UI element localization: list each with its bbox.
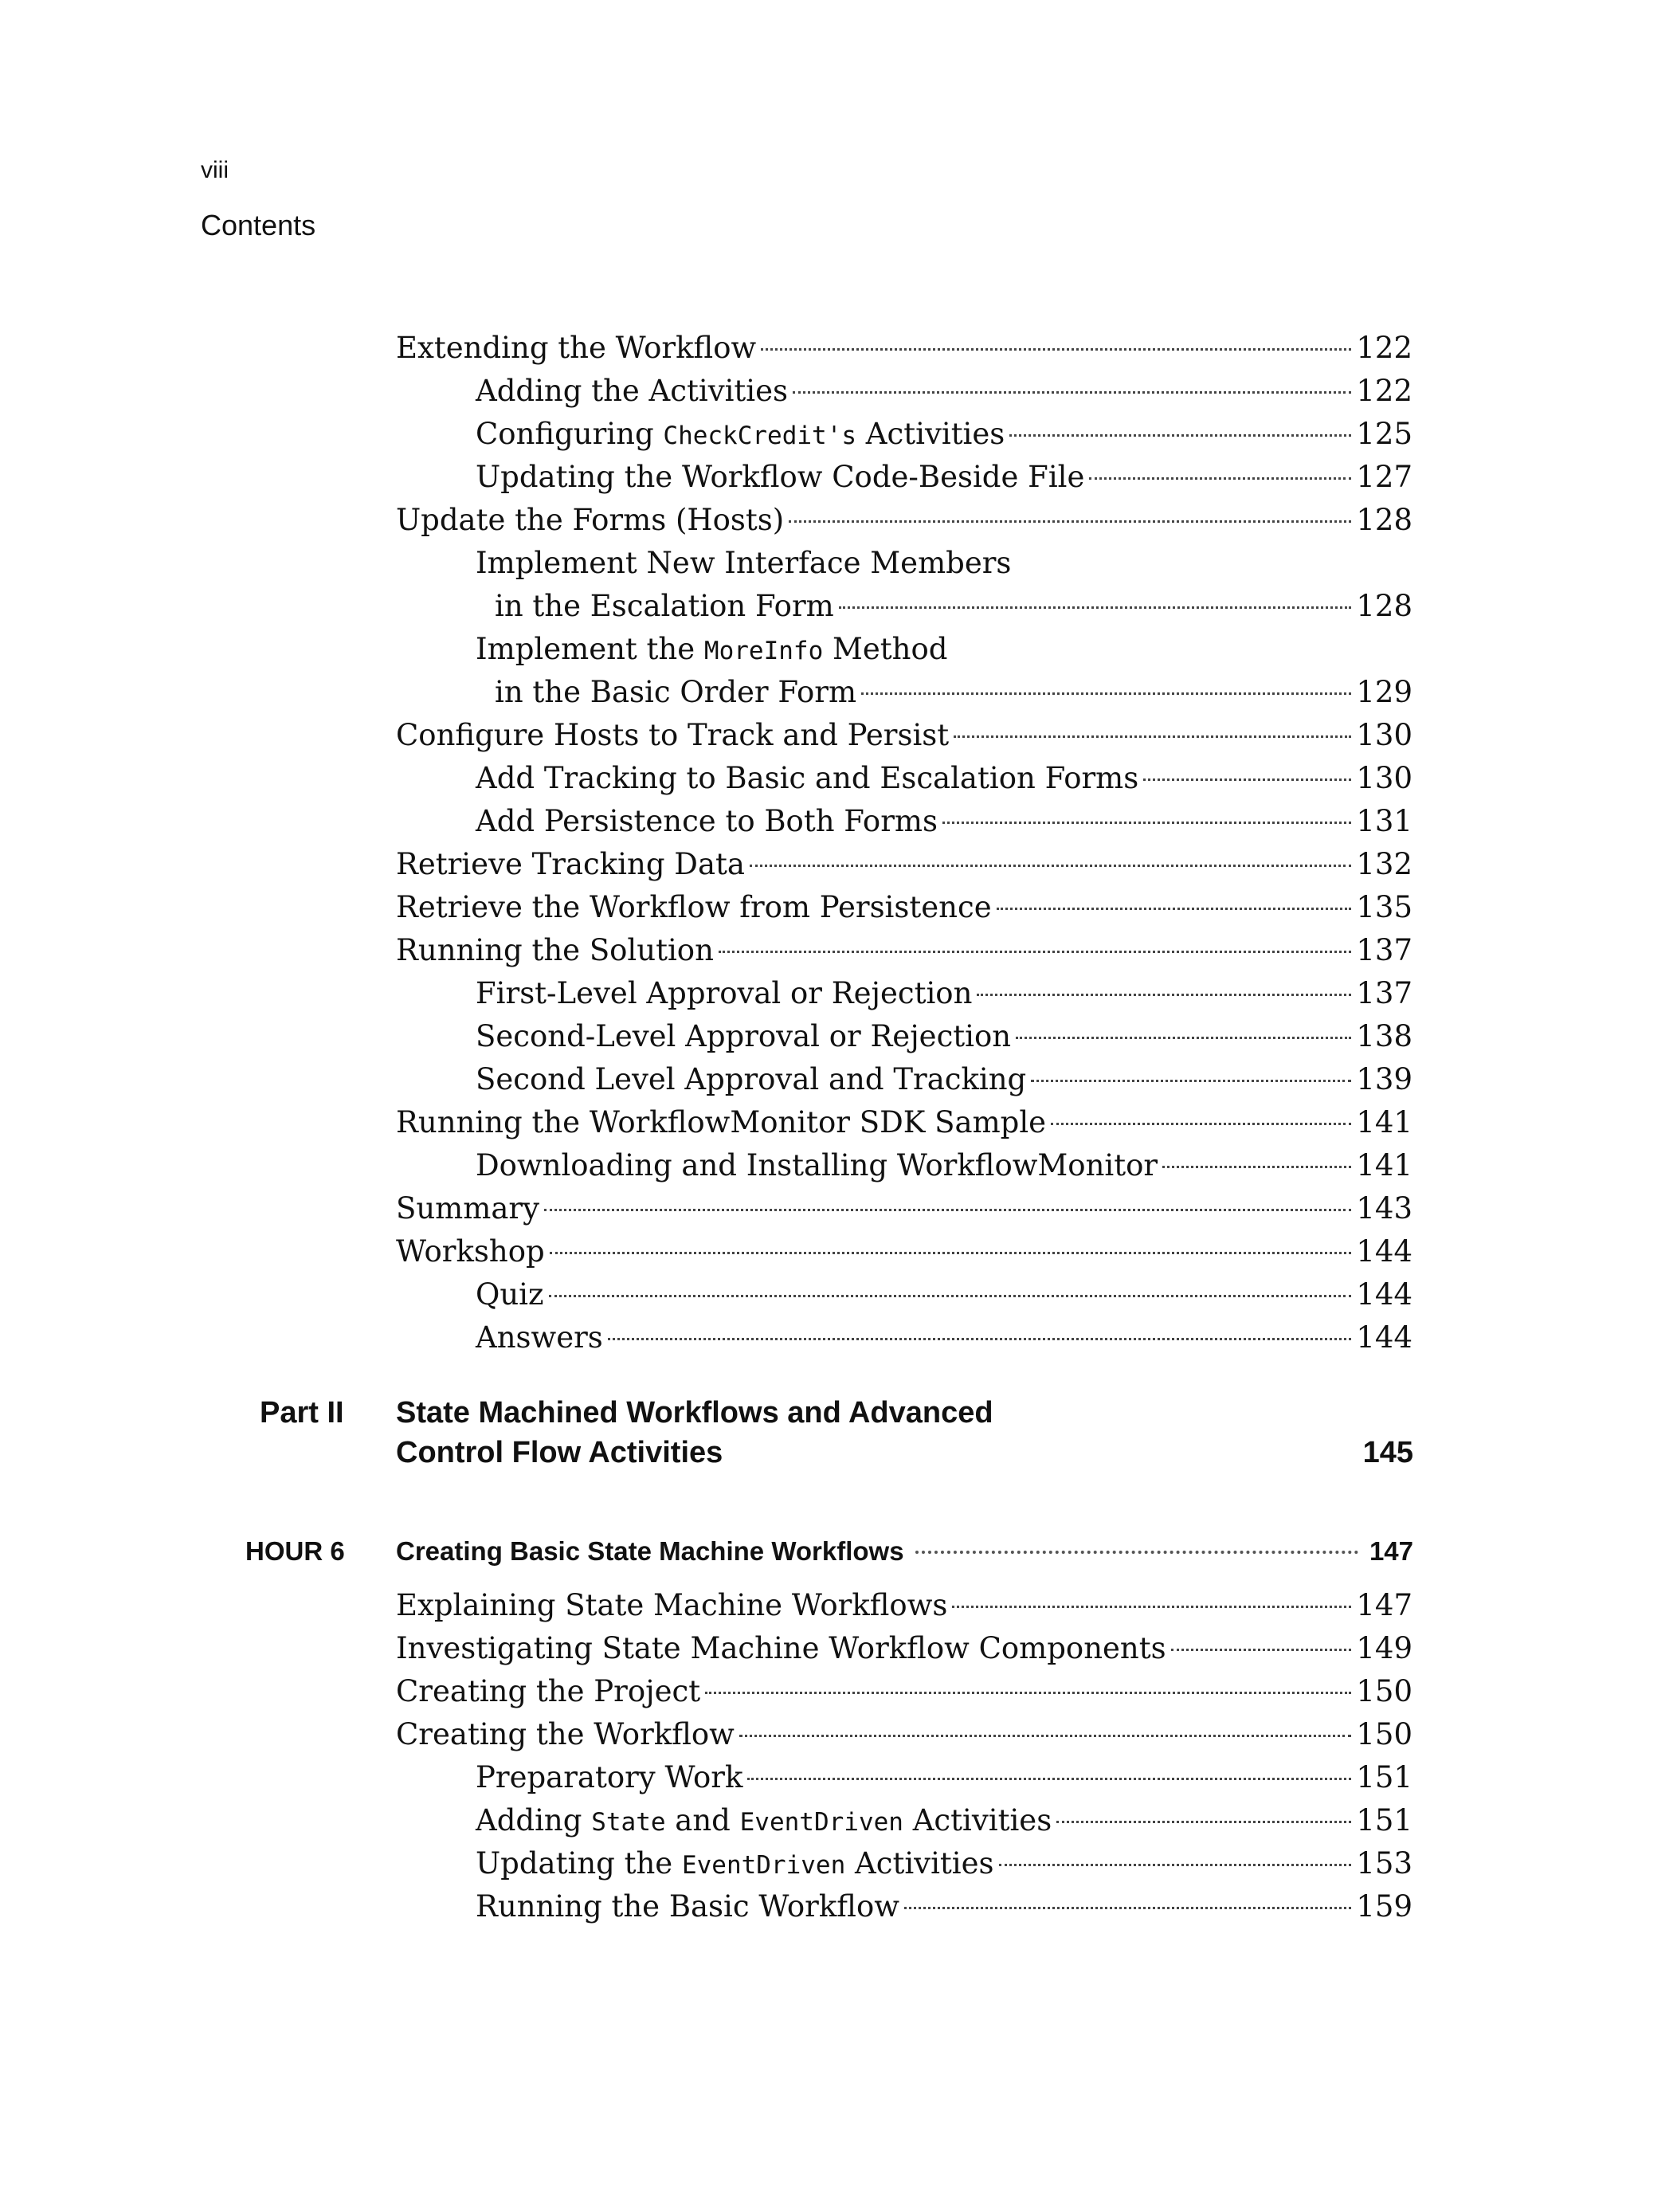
toc-entry[interactable] xyxy=(396,542,1412,585)
dot-leader xyxy=(544,1209,1351,1211)
toc-entry[interactable] xyxy=(396,1584,1412,1627)
dot-leader xyxy=(839,606,1352,609)
title-text: Retrieve Tracking Data xyxy=(396,847,745,881)
title-text: Preparatory Work xyxy=(476,1760,743,1794)
toc-entry-title xyxy=(396,499,784,542)
toc-entry-page: 141 xyxy=(1356,1105,1412,1139)
title-text: Running the Basic Workflow xyxy=(476,1889,899,1924)
toc-entry-page: 122 xyxy=(1356,374,1412,408)
toc-entry-title xyxy=(476,1799,1052,1844)
toc-entry[interactable] xyxy=(396,1885,1412,1928)
toc-entry-page: 159 xyxy=(1356,1889,1412,1924)
part-title-line2: Control Flow Activities xyxy=(396,1436,723,1469)
title-text: Answers xyxy=(476,1320,603,1355)
toc-entry-page: 153 xyxy=(1356,1846,1412,1881)
toc-entry-title xyxy=(476,1885,899,1928)
title-text: Add Persistence to Both Forms xyxy=(476,804,938,838)
toc-entry-page: 137 xyxy=(1356,933,1412,967)
toc-entry-page: 150 xyxy=(1356,1717,1412,1751)
code-term: State xyxy=(591,1808,666,1837)
toc-entry[interactable] xyxy=(396,671,1412,714)
dot-leader xyxy=(1051,1123,1351,1125)
page-number: viii xyxy=(201,157,229,183)
hour-page-number: 147 xyxy=(1369,1536,1413,1566)
toc-entry-page: 135 xyxy=(1356,890,1412,924)
part-title-line1: State Machined Workflows and Advanced xyxy=(396,1396,993,1430)
title-text: and xyxy=(665,1803,740,1837)
toc-entry[interactable] xyxy=(396,1670,1412,1713)
toc-entry-title xyxy=(476,370,788,413)
dot-leader xyxy=(954,735,1351,738)
toc-entry-page: 147 xyxy=(1356,1588,1412,1622)
dot-leader xyxy=(1171,1649,1352,1651)
title-text: Updating the Workflow Code-Beside File xyxy=(476,460,1085,494)
toc-entry-page: 144 xyxy=(1356,1320,1412,1355)
dot-leader xyxy=(1056,1821,1351,1823)
toc-entry-title xyxy=(396,1627,1166,1670)
dot-leader xyxy=(1009,434,1351,437)
toc-entry-title xyxy=(476,1756,742,1799)
running-title: Contents xyxy=(201,209,316,241)
toc-entry-title xyxy=(476,1015,1011,1058)
title-text: Running the WorkflowMonitor SDK Sample xyxy=(396,1105,1047,1139)
hour-label: HOUR 6 xyxy=(245,1536,345,1566)
toc-entry[interactable] xyxy=(396,843,1412,886)
toc-entry[interactable] xyxy=(396,1316,1412,1359)
toc-entry[interactable] xyxy=(396,456,1412,499)
toc-entry-title xyxy=(396,1230,545,1273)
toc-entry[interactable] xyxy=(396,1627,1412,1670)
title-text: Adding xyxy=(476,1803,592,1837)
part-label: Part II xyxy=(260,1396,344,1430)
toc-entry[interactable] xyxy=(396,628,1412,671)
toc-entry-title xyxy=(396,1187,539,1230)
toc-entry-page: 127 xyxy=(1356,460,1412,494)
toc-entry-page: 144 xyxy=(1356,1277,1412,1312)
toc-entry-title xyxy=(396,1713,735,1756)
toc-entry-page: 141 xyxy=(1356,1148,1412,1182)
dot-leader xyxy=(608,1338,1352,1340)
toc-entry[interactable] xyxy=(396,585,1412,628)
toc-entry-page: 122 xyxy=(1356,331,1412,365)
title-text: in the Escalation Form xyxy=(495,589,834,623)
hour-entry[interactable] xyxy=(396,1536,1413,1567)
title-text: Downloading and Installing WorkflowMonitor xyxy=(476,1148,1158,1182)
toc-entry-title xyxy=(476,628,947,673)
title-text: Method xyxy=(823,632,948,666)
toc-entry-title xyxy=(396,886,992,929)
code-term: MoreInfo xyxy=(703,637,824,665)
title-text: Add Tracking to Basic and Escalation Forms xyxy=(476,761,1139,795)
toc-entry-title xyxy=(396,1101,1046,1144)
toc-entry-page: 137 xyxy=(1356,976,1412,1010)
toc-entry-title xyxy=(396,1670,700,1713)
title-text: Workshop xyxy=(396,1234,545,1269)
toc-entry-page: 151 xyxy=(1356,1760,1412,1794)
title-text: Second-Level Approval or Rejection xyxy=(476,1019,1012,1053)
toc-entry-title xyxy=(476,800,938,843)
toc-entry-title xyxy=(495,585,834,628)
toc-entry-title xyxy=(476,757,1138,800)
toc-entry-title xyxy=(476,542,1011,585)
dot-leader xyxy=(1016,1037,1351,1039)
toc-entry[interactable] xyxy=(396,1230,1412,1273)
toc-entry[interactable] xyxy=(396,1144,1412,1187)
toc-entry[interactable] xyxy=(396,1101,1412,1144)
title-text: Adding the Activities xyxy=(476,374,789,408)
toc-entry[interactable] xyxy=(396,1756,1412,1799)
title-text: Running the Solution xyxy=(396,933,714,967)
toc-entry-page: 130 xyxy=(1356,718,1412,752)
title-text: Activities xyxy=(845,1846,994,1881)
toc-entry[interactable] xyxy=(396,714,1412,757)
dot-leader xyxy=(997,908,1352,910)
toc-entry-page: 128 xyxy=(1356,503,1412,537)
toc-entry-page: 131 xyxy=(1356,804,1412,838)
code-term: EventDriven xyxy=(681,1851,846,1880)
dot-leader xyxy=(750,865,1351,867)
toc-entry-title xyxy=(476,413,1005,457)
toc-entry-page: 139 xyxy=(1356,1062,1412,1096)
toc-entry[interactable] xyxy=(396,929,1412,972)
dot-leader xyxy=(1031,1080,1351,1082)
toc-entry[interactable] xyxy=(396,1187,1412,1230)
dot-leader xyxy=(793,391,1351,394)
title-text: Implement the xyxy=(476,632,704,666)
dot-leader xyxy=(1143,779,1351,781)
dot-leader xyxy=(719,951,1351,953)
toc-entry-page: 150 xyxy=(1356,1674,1412,1708)
title-text: Configure Hosts to Track and Persist xyxy=(396,718,950,752)
dot-leader xyxy=(942,822,1351,824)
dot-leader xyxy=(1089,477,1351,480)
toc-entry[interactable] xyxy=(396,327,1412,370)
toc-list-top xyxy=(396,327,1412,1359)
toc-entry[interactable] xyxy=(396,1713,1412,1756)
toc-entry[interactable] xyxy=(396,1799,1412,1842)
title-text: Quiz xyxy=(476,1277,544,1312)
title-text: First-Level Approval or Rejection xyxy=(476,976,973,1010)
part-page-number: 145 xyxy=(1362,1436,1413,1469)
toc-entry-title xyxy=(396,714,949,757)
toc-entry-page: 138 xyxy=(1356,1019,1412,1053)
toc-entry-title xyxy=(396,327,756,370)
title-text: Investigating State Machine Workflow Components xyxy=(396,1631,1166,1665)
toc-entry-page: 144 xyxy=(1356,1234,1412,1269)
title-text: Updating the xyxy=(476,1846,682,1881)
toc-entry[interactable] xyxy=(396,972,1412,1015)
title-text: in the Basic Order Form xyxy=(495,675,857,709)
toc-entry-page: 129 xyxy=(1356,675,1412,709)
toc-entry[interactable] xyxy=(396,370,1412,413)
dot-leader xyxy=(705,1692,1351,1694)
toc-entry-page: 149 xyxy=(1356,1631,1412,1665)
toc-entry-title xyxy=(476,972,972,1015)
toc-entry-title xyxy=(495,671,856,714)
toc-entry-page: 132 xyxy=(1356,847,1412,881)
toc-list-bottom xyxy=(396,1584,1412,1928)
toc-entry-page: 151 xyxy=(1356,1803,1412,1837)
dot-leader xyxy=(904,1907,1351,1909)
dot-leader xyxy=(952,1606,1351,1608)
dot-leader xyxy=(915,1551,1358,1554)
title-text: Retrieve the Workflow from Persistence xyxy=(396,890,992,924)
toc-entry[interactable] xyxy=(396,757,1412,800)
toc-entry-title xyxy=(476,1316,603,1359)
title-text: Configuring xyxy=(476,417,664,451)
dot-leader xyxy=(550,1252,1352,1254)
toc-entry-title xyxy=(476,456,1084,499)
dot-leader xyxy=(861,692,1351,695)
title-text: Extending the Workflow xyxy=(396,331,757,365)
dot-leader xyxy=(739,1735,1352,1737)
title-text: Creating the Workflow xyxy=(396,1717,735,1751)
dot-leader xyxy=(789,520,1351,523)
dot-leader xyxy=(1162,1166,1351,1168)
title-text: Update the Forms (Hosts) xyxy=(396,503,785,537)
toc-entry[interactable] xyxy=(396,886,1412,929)
dot-leader xyxy=(747,1778,1351,1780)
title-text: Implement New Interface Members xyxy=(476,546,1012,580)
dot-leader xyxy=(999,1864,1352,1866)
title-text: Explaining State Machine Workflows xyxy=(396,1588,948,1622)
toc-entry[interactable] xyxy=(396,1015,1412,1058)
toc-entry-title xyxy=(396,843,745,886)
dot-leader xyxy=(549,1295,1352,1297)
toc-entry[interactable] xyxy=(396,800,1412,843)
toc-entry-title xyxy=(476,1144,1158,1187)
toc-entry-title xyxy=(396,1584,947,1627)
toc-entry-title xyxy=(476,1842,994,1887)
toc-entry[interactable] xyxy=(396,1842,1412,1885)
code-term: EventDriven xyxy=(739,1808,903,1837)
toc-entry[interactable] xyxy=(396,499,1412,542)
toc-entry[interactable] xyxy=(396,1058,1412,1101)
title-text: Activities xyxy=(903,1803,1052,1837)
toc-entry-page: 125 xyxy=(1356,417,1412,451)
toc-entry-page: 143 xyxy=(1356,1191,1412,1226)
title-text: Creating the Project xyxy=(396,1674,701,1708)
dot-leader xyxy=(977,994,1351,996)
title-text: Second Level Approval and Tracking xyxy=(476,1062,1027,1096)
code-term: CheckCredit's xyxy=(663,422,857,450)
title-text: Summary xyxy=(396,1191,539,1226)
title-text: Activities xyxy=(856,417,1005,451)
toc-entry-title xyxy=(476,1058,1026,1101)
toc-entry[interactable] xyxy=(396,413,1412,456)
toc-entry-page: 130 xyxy=(1356,761,1412,795)
toc-entry[interactable] xyxy=(396,1273,1412,1316)
toc-entry-title xyxy=(476,1273,544,1316)
toc-entry-page: 128 xyxy=(1356,589,1412,623)
hour-title: Creating Basic State Machine Workflows xyxy=(396,1536,904,1566)
toc-entry-title xyxy=(396,929,714,972)
dot-leader xyxy=(761,348,1351,351)
